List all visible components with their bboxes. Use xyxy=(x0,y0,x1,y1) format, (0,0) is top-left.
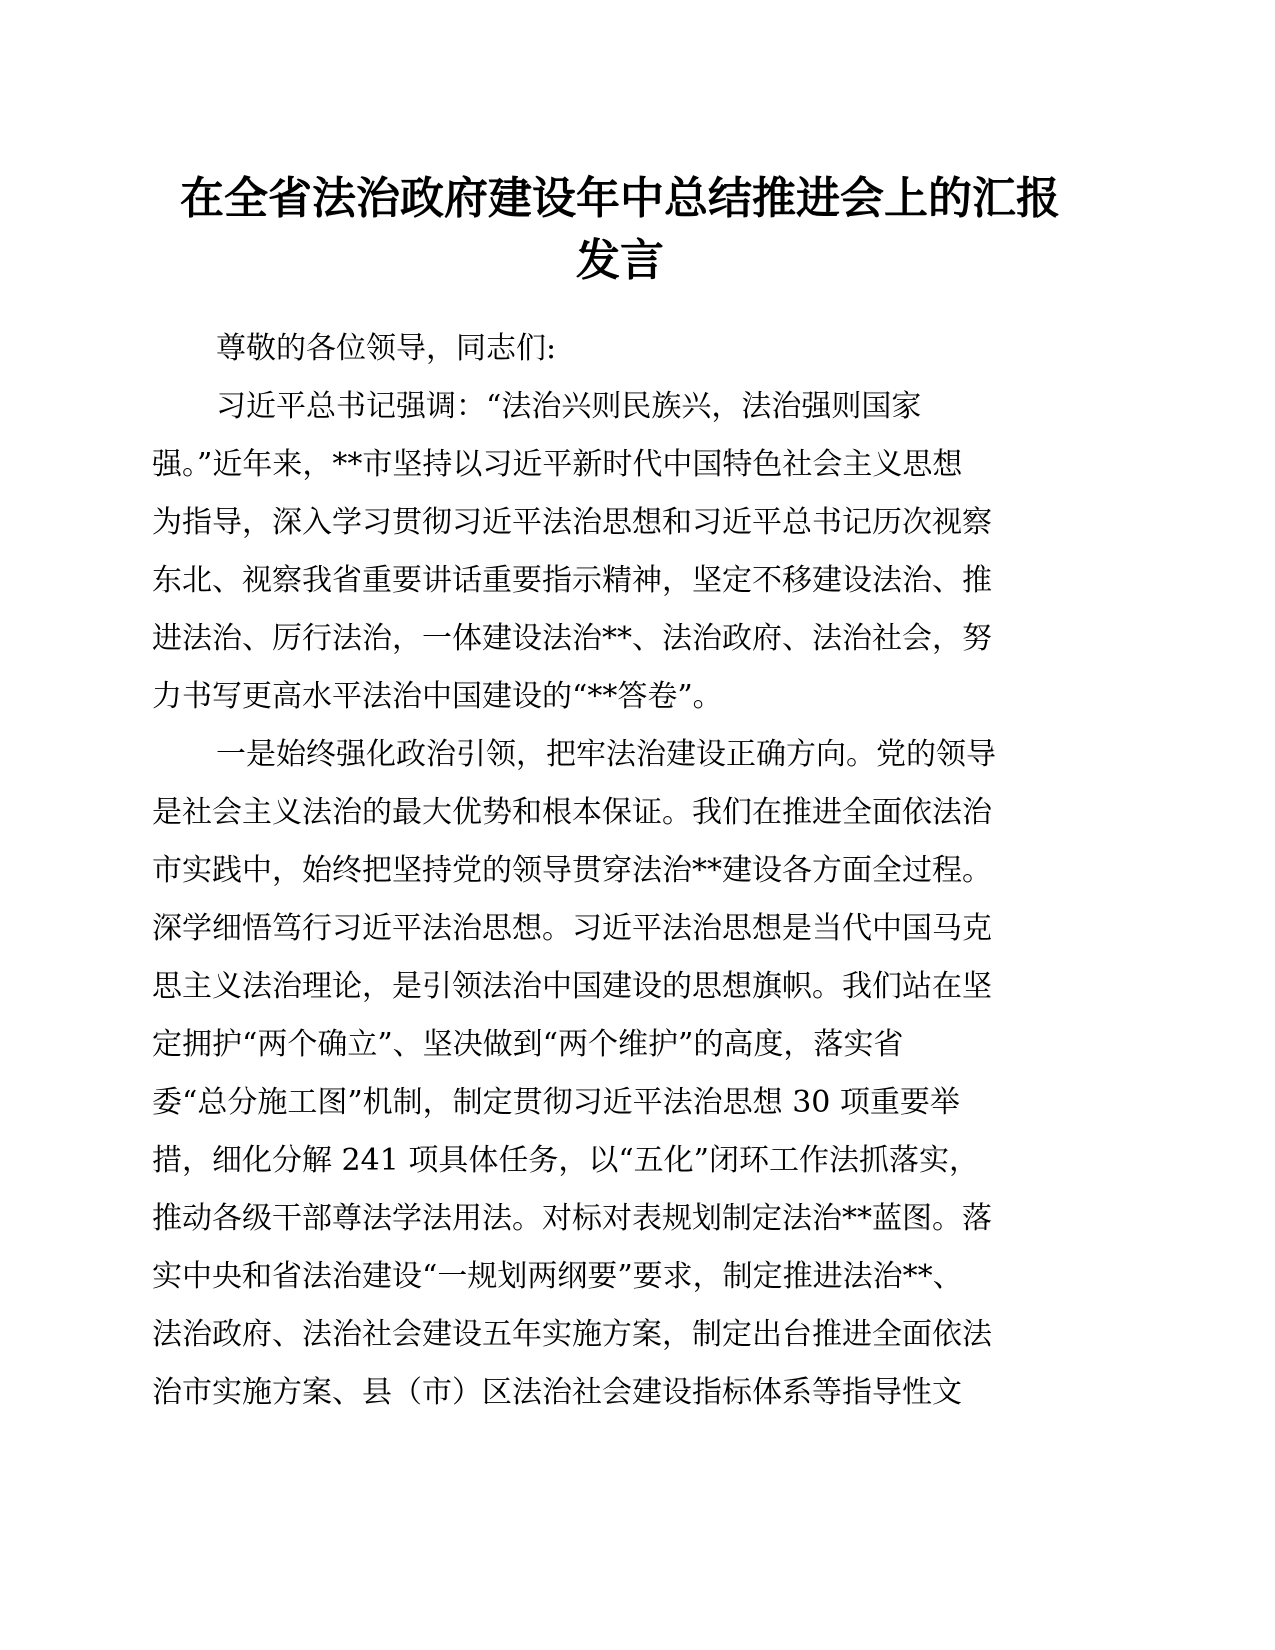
document-title xyxy=(150,168,1090,292)
paragraph-line: 一是始终强化政治引领，把牢法治建设正确方向。党的领导 xyxy=(216,737,996,772)
paragraph-line: 定拥护“两个确立”、坚决做到“两个维护”的高度，落实省 xyxy=(152,1027,904,1062)
paragraph-line: 是社会主义法治的最大优势和根本保证。我们在推进全面依法治 xyxy=(152,795,992,830)
paragraph-line: 深学细悟笃行习近平法治思想。习近平法治思想是当代中国马克 xyxy=(152,911,992,946)
salutation: 尊敬的各位领导，同志们: xyxy=(216,331,557,366)
title-line-2: 发言 xyxy=(576,235,664,286)
paragraph-line: 治市实施方案、县（市）区法治社会建设指标体系等指导性文 xyxy=(152,1375,962,1410)
paragraph-line: 推动各级干部尊法学法用法。对标对表规划制定法治**蓝图。落 xyxy=(152,1201,992,1236)
paragraph-line: 习近平总书记强调：“法治兴则民族兴，法治强则国家 xyxy=(216,389,922,424)
paragraph-line: 强。”近年来，**市坚持以习近平新时代中国特色社会主义思想 xyxy=(152,447,963,482)
document-body xyxy=(152,320,1092,1422)
paragraph-line: 措，细化分解 241 项具体任务，以“五化”闭环工作法抓落实， xyxy=(152,1143,980,1178)
paragraph-line: 委“总分施工图”机制，制定贯彻习近平法治思想 30 项重要举 xyxy=(152,1085,960,1120)
paragraph-line: 实中央和省法治建设“一规划两纲要”要求，制定推进法治**、 xyxy=(152,1259,963,1294)
paragraph-line: 东北、视察我省重要讲话重要指示精神，坚定不移建设法治、推 xyxy=(152,563,992,598)
title-line-1: 在全省法治政府建设年中总结推进会上的汇报 xyxy=(180,173,1060,224)
paragraph-line: 法治政府、法治社会建设五年实施方案，制定出台推进全面依法 xyxy=(152,1317,992,1352)
paragraph-line: 力书写更高水平法治中国建设的“**答卷”。 xyxy=(152,679,723,714)
paragraph-line: 为指导，深入学习贯彻习近平法治思想和习近平总书记历次视察 xyxy=(152,505,992,540)
paragraph-line: 思主义法治理论，是引领法治中国建设的思想旗帜。我们站在坚 xyxy=(152,969,992,1004)
paragraph-line: 市实践中，始终把坚持党的领导贯穿法治**建设各方面全过程。 xyxy=(152,853,992,888)
paragraph-line: 进法治、厉行法治，一体建设法治**、法治政府、法治社会，努 xyxy=(152,621,992,656)
